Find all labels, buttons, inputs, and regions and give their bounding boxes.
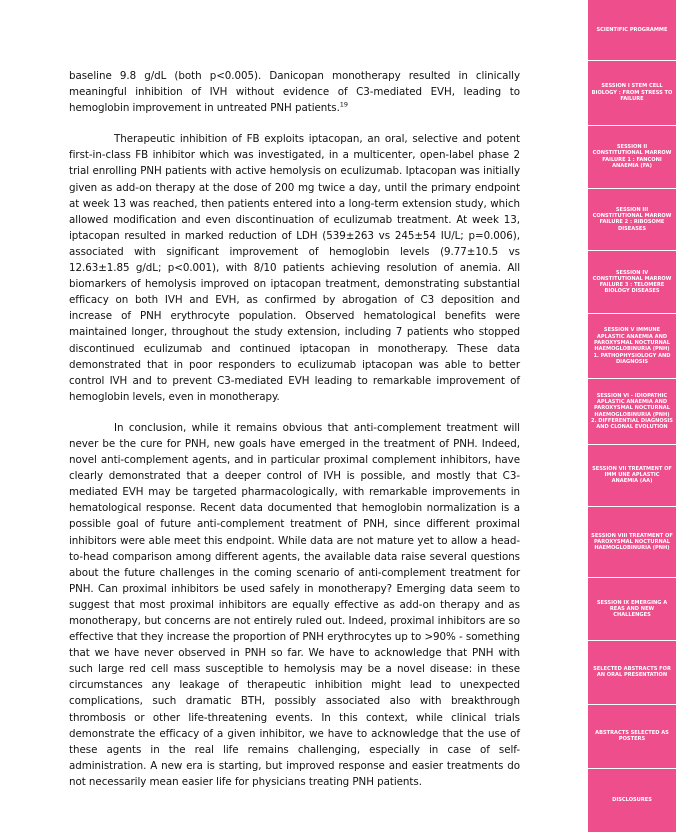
sidebar-item-disclosures[interactable]	[588, 769, 676, 832]
sidebar-item-scientific-programme[interactable]	[588, 0, 676, 61]
sidebar-item-session-6[interactable]	[588, 379, 676, 444]
article-body	[69, 68, 520, 805]
sidebar-item-label: ABSTRACTS SELECTED AS POSTERS	[595, 729, 669, 743]
sidebar-item-label: SCIENTIFIC PROGRAMME	[596, 26, 668, 33]
sidebar-item-session-5[interactable]	[588, 314, 676, 379]
sidebar-item-poster-abstracts[interactable]	[588, 705, 676, 769]
sidebar-item-label: SELECTED ABSTRACTS FOR AN ORAL PRESENTATION	[593, 666, 671, 679]
sidebar-item-label: SESSION I STEM CELL BIOLOGY : FROM STRESS TO FAILURE	[591, 83, 673, 103]
paragraph-danicopan	[69, 68, 520, 116]
sidebar-item-label: SESSION VIII TREATMENT OF PAROXYSMAL NOCTURNAL HAEMOGLOBINURIA (PNH)	[591, 532, 673, 552]
sidebar-item-session-8[interactable]	[588, 507, 676, 578]
sidebar-item-label: SESSION VII TREATMENT OF IMM UNE APLASTIC ANAEMIA (AA)	[592, 465, 672, 485]
sidebar-item-session-4[interactable]	[588, 251, 676, 314]
sidebar-item-label: SESSION V IMMUNE APLASTIC ANAEMIA AND PAROXYSMAL NOCTURNAL HAEMOGLOBINURIA (PNH) 1. PATHOPHYSIOLOGY AND DIAGNOSIS	[593, 327, 671, 365]
sidebar-item-oral-abstracts[interactable]	[588, 641, 676, 704]
sidebar-item-session-1[interactable]	[588, 61, 676, 125]
sidebar-item-label: SESSION IX EMERGING A REAS AND NEW CHALLENGES	[596, 599, 668, 619]
paragraph-iptacopan: Therapeutic inhibition of FB exploits iptacopan, an oral, selective and potent first-in-class FB inhibitor which was investigated, in a multicenter, open-label phase 2 trial enrolling PNH patients with active hemolysis on eculizumab. Iptacopan was initially given as add-on therapy at the dose of 200 mg twice a day, until the primary endpoint at week 13 was reached, then patients entered into a long-term extension study, which allowed modification and even discontinuation of eculizumab treatment. At week 13, iptacopan resulted in marked reduction of LDH (539±263 vs 245±54 IU/L; p=0.006), associated with significant improvement of hemoglobin levels (9.77±10.5 vs 12.63±1.85 g/dL; p<0.001), with 8/10 patients achieving resolution of anemia. All biomarkers of hemolysis improved on iptacopan treatment, demonstrating substantial efficacy on both IVH and EVH, as confirmed by abrogation of C3 deposition and increase of PNH erythrocyte population. Observed hematological benefits were maintained longer, throughout the study extension, including 7 patients who stopped discontinued eculizumab and continued iptacopan in monotherapy. These data demonstrated that in poor responders to eculizumab iptacopan was able to better control IVH and to prevent C3-mediated EVH leading to remarkable improvement of hemoglobin levels, even in monotherapy.	[69, 133, 520, 403]
sidebar-item-label: SESSION II CONSTITUTIONAL MARROW FAILURE 1 : FANCONI ANAEMIA (FA)	[592, 144, 672, 169]
paragraph-conclusion: In conclusion, while it remains obvious that anti-complement treatment will never be the cure for PNH, new goals have emerged in the treatment of PNH. Indeed, novel anti-complement agents, and in particular proximal complement inhibitors, have clearly demonstrated that a deeper control of IVH is possible, and mostly that C3-mediated EVH may be targeted pharmacologically, with remarkable improvements in hematological response. Recent data documented that hemoglobin normalization is a possible goal of future anti-complement treatment of PNH, since different proximal inhibitors were able meet this endpoint. While data are not mature yet to allow a head-to-head comparison among different agents, the available data raise several questions about the future challenges in the coming scenario of anti-complement treatment for PNH. Can proximal inhibitors be used safely in monotherapy? Emerging data seem to suggest that most proximal inhibitors are equally effective as add-on therapy and as monotherapy, but concerns are not entirely ruled out. Indeed, proximal inhibitors are so effective that they increase the proportion of PNH erythrocytes up to >90% - something that we have never observed in PNH so far. We have to acknowledge that PNH with such large red cell mass susceptible to hemolysis may be a novel disease: in these circumstances any leakage of therapeutic inhibition might lead to unexpected complications, such dramatic BTH, possibly associated also with breakthrough thrombosis or other life-threatening events. In this context, while clinical trials demonstrate the efficacy of a given inhibitor, we have to acknowledge that the use of these agents in the real life remains challenging, especially in case of self-administration. A new era is starting, but improved response and easier treatments do not necessarily mean easier life for physicians treating PNH patients.	[69, 421, 520, 788]
sidebar-item-label: SESSION IV CONSTITUTIONAL MARROW FAILURE 3 : TELOMERE BIOLOGY DISEASES	[592, 269, 672, 295]
sidebar-item-session-9[interactable]	[588, 578, 676, 641]
sidebar-item-session-7[interactable]	[588, 445, 676, 507]
sidebar-item-session-2[interactable]	[588, 126, 676, 189]
programme-sidebar	[588, 0, 676, 832]
reference-superscript: 19	[339, 100, 348, 109]
sidebar-item-label: SESSION III CONSTITUTIONAL MARROW FAILURE 2 : RIBOSOME DISEASES	[592, 206, 672, 232]
sidebar-item-session-3[interactable]	[588, 189, 676, 251]
sidebar-item-label: SESSION VI - IDIOPATHIC APLASTIC ANAEMIA AND PAROXYSMAL NOCTURNAL HAEMOGLOBINURIA (PNH) 2. DIFFERENTIAL DIAGNOSIS AND CLONAL EVOLUTION	[591, 392, 673, 431]
sidebar-item-label: DISCLOSURES	[612, 797, 652, 804]
paragraph-text: baseline 9.8 g/dL (both p<0.005). Danicopan monotherapy resulted in clinically meaningful inhibition of IVH without evidence of C3-mediated EVH, leading to hemoglobin improvement in untreated PNH patients.	[69, 70, 520, 115]
